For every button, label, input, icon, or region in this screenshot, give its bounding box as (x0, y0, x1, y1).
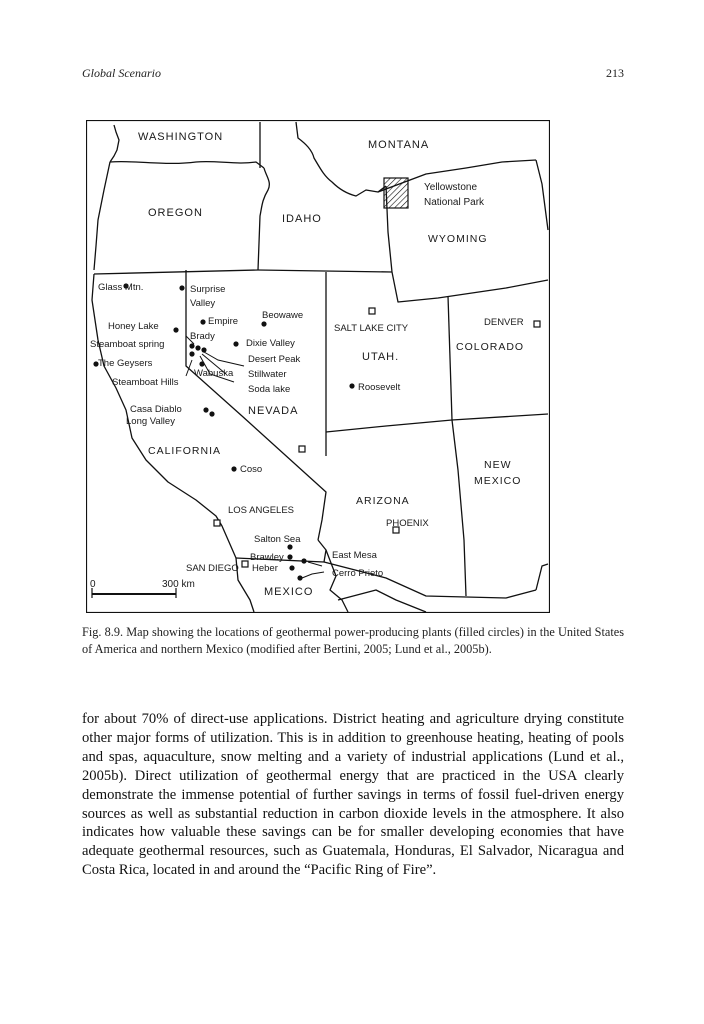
running-title: Global Scenario (82, 66, 161, 80)
nm-border-stub (536, 564, 548, 590)
geothermal-map-figure (86, 120, 550, 613)
label-dixie-valley: Dixie Valley (246, 338, 295, 349)
label-montana: MONTANA (368, 139, 430, 151)
plant-east-mesa (301, 558, 306, 563)
label-arizona: ARIZONA (356, 495, 410, 507)
oregon-coast (94, 162, 110, 270)
label-salt-lake-city: SALT LAKE CITY (334, 323, 409, 334)
wy-south-border (392, 272, 548, 302)
plant-casa-diablo (203, 407, 208, 412)
figure-caption: Fig. 8.9. Map showing the locations of geothermal power-producing plants (filled circles) in the United States of America and northern Mexico (modified after Bertini, 2005; Lund et al., 2005b). (82, 625, 624, 656)
plant-honey-lake (173, 327, 178, 332)
label-new-mexico-line1: NEW (484, 459, 512, 471)
label-yellowstone-line1: Yellowstone (424, 182, 478, 193)
marker-salt-lake-city (369, 308, 375, 314)
or-ca-border (94, 270, 258, 274)
label-wyoming: WYOMING (428, 233, 488, 245)
az-nm-border (452, 420, 466, 596)
label-beowawe: Beowawe (262, 310, 304, 321)
scale-distance: 300 km (162, 579, 195, 590)
label-brady: Brady (190, 331, 215, 342)
wy-east-border (536, 160, 548, 230)
plant-long-valley (209, 411, 214, 416)
marker-san-diego (242, 561, 248, 567)
marker-los-angeles (214, 520, 220, 526)
wa-or-border (110, 162, 264, 168)
label-surprise-valley-line2: Valley (190, 298, 216, 309)
label-desert-peak: Desert Peak (248, 354, 301, 365)
ut-co-border (448, 296, 452, 420)
plant-roosevelt (349, 383, 354, 388)
label-idaho: IDAHO (282, 213, 322, 225)
plant-cluster-a (201, 347, 206, 352)
label-east-mesa: East Mesa (332, 550, 377, 561)
label-mexico: MEXICO (264, 586, 314, 598)
id-nv-ut-border (258, 270, 392, 272)
label-utah: UTAH. (362, 351, 400, 363)
label-oregon: OREGON (148, 207, 203, 219)
label-san-diego: SAN DIEGO (186, 563, 239, 574)
state-boundaries (92, 122, 548, 612)
plant-steamboat-springs (189, 351, 194, 356)
label-honey-lake: Honey Lake (108, 321, 159, 332)
label-brawley: Brawley (250, 552, 284, 563)
yellowstone-park-area (384, 178, 408, 208)
label-denver: DENVER (484, 317, 524, 328)
label-roosevelt: Roosevelt (358, 382, 401, 393)
plant-desert-peak (195, 345, 200, 350)
label-coso: Coso (240, 464, 263, 475)
label-glass-mtn: Glass Mtn. (98, 282, 144, 293)
id-mt-border (296, 122, 386, 196)
label-los-angeles: LOS ANGELES (228, 505, 295, 516)
label-steamboat-hills: Steamboat Hills (112, 377, 179, 388)
label-california: CALIFORNIA (148, 445, 222, 457)
label-stillwater: Stillwater (248, 369, 287, 380)
label-phoenix: PHOENIX (386, 518, 429, 529)
geothermal-map (86, 120, 550, 613)
ca-az-border (318, 540, 326, 562)
plant-salton-sea (287, 544, 292, 549)
plant-brady (189, 343, 194, 348)
marker-nevada-square (299, 446, 305, 452)
leader-desert-peak (204, 352, 244, 366)
sonora-coast (338, 590, 426, 612)
label-soda-lake: Soda lake (248, 384, 291, 395)
label-colorado: COLORADO (456, 341, 525, 353)
marker-denver (534, 321, 540, 327)
leader-steamboat-hills (186, 360, 192, 376)
scale-bar (90, 579, 195, 598)
plant-surprise-valley (179, 285, 184, 290)
scale-zero: 0 (90, 579, 96, 590)
or-id-border (258, 168, 269, 270)
plant-dixie-valley (233, 341, 238, 346)
plant-cerro-prieto (297, 575, 302, 580)
washington-coast (110, 125, 119, 162)
label-nevada: NEVADA (248, 405, 299, 417)
label-salton-sea: Salton Sea (254, 534, 301, 545)
leader-cerro-prieto (302, 572, 324, 578)
label-cerro-prieto: Cerro Prieto (332, 568, 384, 579)
label-new-mexico-line2: MEXICO (474, 475, 522, 487)
plant-brawley (287, 554, 292, 559)
label-steamboat-springs: Steamboat spring (90, 339, 165, 350)
body-paragraph: for about 70% of direct-use applications. District heating and agriculture drying constitute other major forms of utilization. This is in addition to greenhouse heating, heating of pools and spas, aquaculture, snow melting and a variety of industrial applications (Lund et al., 2005b). Direct utilization of geothermal energy that are practiced in the USA clearly demonstrate the immense potential of further savings in terms of fossil fuel-driven energy sources as well as substantial reduction in carbon dioxide levels in the atmosphere. It also indicates how valuable these savings can be for smaller developing economies that have adequate geothermal resources, such as Guatemala, Honduras, El Salvador, Nicaragua and Costa Rica, located in and around the “Pacific Ring of Fire”. (82, 711, 624, 879)
ut-az-border (326, 414, 548, 432)
label-long-valley: Long Valley (126, 416, 175, 427)
label-the-geysers: The Geysers (98, 358, 153, 369)
plant-empire (200, 319, 205, 324)
label-casa-diablo: Casa Diablo (130, 404, 182, 415)
leader-east-mesa (308, 562, 322, 566)
label-yellowstone-line2: National Park (424, 197, 485, 208)
label-wabuska: Wabuska (194, 368, 234, 379)
page-number: 213 (606, 66, 624, 80)
plant-heber (289, 565, 294, 570)
plant-coso (231, 466, 236, 471)
label-washington: WASHINGTON (138, 131, 224, 143)
label-surprise-valley-line1: Surprise (190, 284, 226, 295)
label-empire: Empire (208, 316, 239, 327)
plant-beowawe (261, 321, 266, 326)
label-heber: Heber (252, 563, 278, 574)
